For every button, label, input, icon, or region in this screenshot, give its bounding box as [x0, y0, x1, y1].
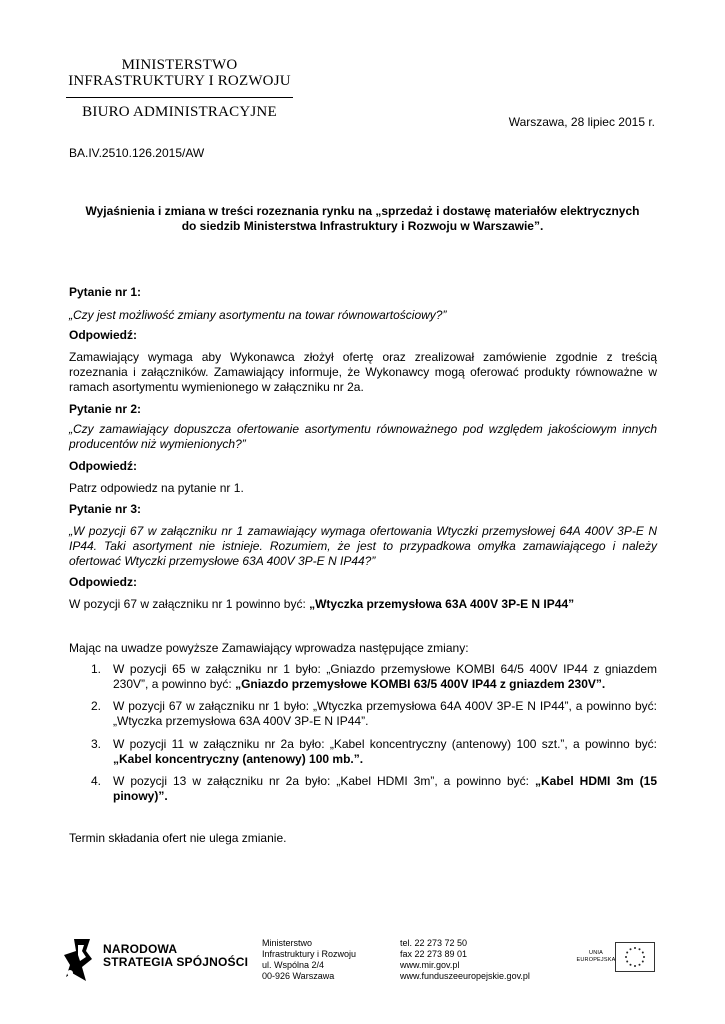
ministry-name [66, 57, 293, 89]
header-divider [66, 97, 293, 98]
eu-label [576, 950, 616, 964]
place-and-date: Warszawa, 28 lipiec 2015 r. [508, 115, 655, 129]
bureau-name: BIURO ADMINISTRACYJNE [82, 104, 277, 120]
footer-contact [400, 938, 530, 982]
footer-address-line: Ministerstwo [262, 938, 313, 948]
change-item-number: 4. [91, 774, 102, 788]
change-item-text [113, 662, 657, 692]
footer-address-line: 00-926 Warszawa [262, 971, 335, 981]
footer-address-line: ul. Wspólna 2/4 [262, 960, 325, 970]
question-3-text [69, 524, 657, 569]
change-item-line [113, 752, 657, 767]
footer-address [262, 938, 356, 982]
change-item-plain: „Wtyczka przemysłowa 63A 400V 3P-E N IP44”. [113, 714, 369, 728]
change-item-text [113, 699, 657, 729]
ministry-name-line1: MINISTERSTWO [121, 57, 238, 73]
change-item-number: 2. [91, 699, 102, 713]
change-item-line [113, 789, 657, 804]
eu-stars-icon [616, 943, 654, 971]
change-item-line: W pozycji 65 w załączniku nr 1 było: „Gniazdo przemysłowe KOMBI 64/5 400V IP44 z gniazdem [113, 662, 657, 676]
answer-2-text: Patrz odpowiedz na pytanie nr 1. [69, 481, 244, 495]
document-title-line2: do siedzib Ministerstwa Infrastruktury i Rozwoju w Warszawie”. [181, 219, 544, 233]
eu-label-line1: UNIA [589, 950, 603, 956]
change-item-bold: „Kabel koncentryczny (antenowy) 100 mb.”. [113, 752, 364, 766]
change-item-bold: pinowy)”. [113, 789, 168, 803]
answer-3-text [69, 597, 657, 612]
eu-label-line2: EUROPEJSKA [576, 957, 616, 963]
question-1-text: „Czy jest możliwość zmiany asortymentu na towar równowartościowy?” [69, 308, 447, 322]
case-number: BA.IV.2510.126.2015/AW [69, 146, 205, 160]
ministry-name-line2: INFRASTRUKTURY I ROZWOJU [68, 73, 291, 89]
question-3-line: „W pozycji 67 w załączniku nr 1 zamawiający wymaga ofertowania Wtyczki przemysłowej 64A 400V 3P-E N [69, 524, 657, 538]
question-3-line: ofertować Wtyczki przemysłowe 63A 400V 3P-E N IP44?” [69, 554, 376, 568]
question-1-label: Pytanie nr 1: [69, 285, 142, 299]
answer-3-correction: „Wtyczka przemysłowa 63A 400V 3P-E N IP44” [309, 597, 575, 611]
question-2-line: producentów niż wymienionych?” [69, 437, 246, 451]
changes-intro: Mając na uwadze powyższe Zamawiający wprowadza następujące zmiany: [69, 641, 469, 655]
question-2-text [69, 422, 657, 452]
change-item-number: 3. [91, 737, 102, 751]
change-item-line [113, 677, 657, 692]
answer-1-line: rozeznania i załączników. Zamawiający informuje, że Wykonawcy mogą oferować produkty równoważne w [69, 365, 657, 379]
answer-1-line: Zamawiający wymaga aby Wykonawca złożył ofertę oraz zrealizował zamówienie zgodnie z treścią [69, 350, 657, 364]
question-3-label: Pytanie nr 3: [69, 502, 142, 516]
answer-1-text [69, 350, 657, 395]
footer-address-line: Infrastruktury i Rozwoju [262, 949, 357, 959]
footer-website-link[interactable]: www.mir.gov.pl [400, 960, 460, 970]
question-3-line: IP44. Taki asortyment nie istnieje. Rozumiem, że jest to przypadkowa omyłka zamawiającego i należy [69, 539, 657, 553]
answer-3-label: Odpowiedz: [69, 575, 137, 589]
closing-statement: Termin składania ofert nie ulega zmianie. [69, 831, 287, 845]
change-item-bold: „Gniazdo przemysłowe KOMBI 63/5 400V IP44 z gniazdem 230V”. [235, 677, 606, 691]
change-item-line: W pozycji 67 w załączniku nr 1 było: „Wtyczka przemysłowa 64A 400V 3P-E N IP44”, a powinno być: [113, 699, 657, 713]
change-item-bold: „Kabel HDMI 3m (15 [535, 774, 657, 788]
answer-3-prefix: W pozycji 67 w załączniku nr 1 powinno być: [69, 597, 310, 611]
nss-logo-text [103, 943, 248, 969]
change-item-number: 1. [91, 662, 102, 676]
change-item-line: W pozycji 11 w załączniku nr 2a było: „Kabel koncentryczny (antenowy) 100 szt.”, a powinno być: [113, 737, 657, 751]
change-item-line [113, 774, 657, 789]
footer-phone: tel. 22 273 72 50 [400, 938, 468, 948]
nss-logo-line1: NARODOWA [103, 942, 178, 956]
change-item-plain: 230V”, a powinno być: [113, 677, 236, 691]
nss-logo-line2: STRATEGIA SPÓJNOŚCI [103, 955, 249, 969]
narodowa-strategia-spojnosci-logo-icon [62, 937, 102, 983]
question-2-line: „Czy zamawiający dopuszcza ofertowanie asortymentu równoważnego pod względem jakościowym innych [69, 422, 657, 436]
change-item-line [113, 714, 657, 729]
footer-funds-link[interactable]: www.funduszeeuropejskie.gov.pl [400, 971, 530, 981]
change-item-text [113, 737, 657, 767]
footer-fax: fax 22 273 89 01 [400, 949, 468, 959]
question-2-label: Pytanie nr 2: [69, 402, 142, 416]
eu-flag-icon [615, 942, 655, 972]
document-title [60, 204, 665, 234]
answer-1-line: ramach asortymentu wymienionego w załączniku nr 2a. [69, 380, 364, 394]
change-item-text [113, 774, 657, 804]
answer-1-label: Odpowiedź: [69, 328, 137, 342]
answer-2-label: Odpowiedź: [69, 459, 137, 473]
document-title-line1: Wyjaśnienia i zmiana w treści rozeznania rynku na „sprzedaż i dostawę materiałów elektrycznych [85, 204, 640, 218]
change-item-plain: W pozycji 13 w załączniku nr 2a było: „Kabel HDMI 3m”, a powinno być: [113, 774, 535, 788]
